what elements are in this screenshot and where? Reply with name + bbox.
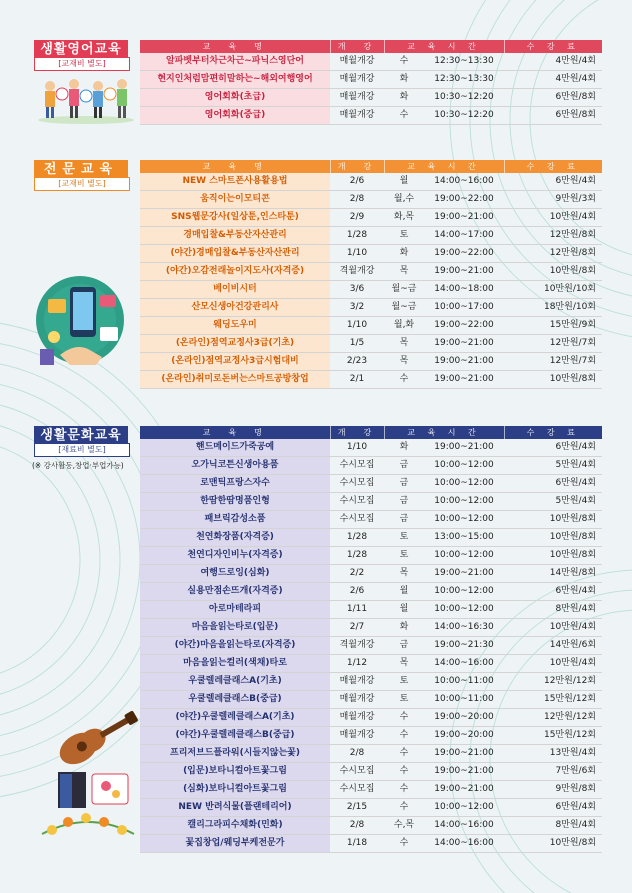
course-name: 움직이는이모티콘 — [140, 191, 330, 209]
fee: 10만원/8회 — [504, 547, 602, 565]
col-fee: 수 강 료 — [504, 40, 602, 53]
table-row — [140, 439, 602, 457]
course-name: (온라인)취미로돈버는스마트공방창업 — [140, 371, 330, 389]
time: 10:00~12:00 — [424, 583, 504, 601]
start-date: 매월개강 — [330, 673, 384, 691]
day: 수 — [384, 727, 424, 745]
day: 수,목 — [384, 817, 424, 835]
day: 토 — [384, 673, 424, 691]
col-course-name: 교 육 명 — [140, 426, 330, 439]
fee: 7만원/6회 — [504, 763, 602, 781]
day: 목 — [384, 263, 424, 281]
start-date: 수시모집 — [330, 457, 384, 475]
start-date: 수시모집 — [330, 493, 384, 511]
day: 토 — [384, 547, 424, 565]
time: 12:30~13:30 — [424, 53, 504, 71]
course-name: 여행드로잉(심화) — [140, 565, 330, 583]
time: 14:00~16:00 — [424, 173, 504, 191]
table-row — [140, 673, 602, 691]
fee: 12만원/12회 — [504, 709, 602, 727]
course-name: 오가닉코튼신생아용품 — [140, 457, 330, 475]
fee: 12만원/8회 — [504, 227, 602, 245]
day: 화 — [384, 245, 424, 263]
fee: 10만원/8회 — [504, 371, 602, 389]
course-name: (입문)보타니컬아트꽃그림 — [140, 763, 330, 781]
fee: 6만원/4회 — [504, 475, 602, 493]
table-row — [140, 511, 602, 529]
day: 토 — [384, 691, 424, 709]
course-name: (야간)경매입찰&부동산자산관리 — [140, 245, 330, 263]
time: 10:00~11:00 — [424, 673, 504, 691]
day: 수 — [384, 781, 424, 799]
section-title: 전문교육 — [34, 160, 128, 180]
time: 13:00~15:00 — [424, 529, 504, 547]
course-name: (야간)우쿨렐레클래스B(중급) — [140, 727, 330, 745]
section-title: 생활영어교육 — [34, 40, 128, 60]
start-date: 격월개강 — [330, 637, 384, 655]
course-name: 한땀한땀명품인형 — [140, 493, 330, 511]
table-row — [140, 817, 602, 835]
time: 10:00~12:00 — [424, 511, 504, 529]
course-name: 영어회화(초급) — [140, 89, 330, 107]
col-course-name: 교 육 명 — [140, 40, 330, 53]
day: 수 — [384, 709, 424, 727]
day: 금 — [384, 493, 424, 511]
fee: 10만원/10회 — [504, 281, 602, 299]
day: 화 — [384, 619, 424, 637]
fee: 6만원/4회 — [504, 799, 602, 817]
start-date: 매월개강 — [330, 89, 384, 107]
day: 목 — [384, 655, 424, 673]
section-subtitle: [교재비 별도] — [34, 177, 130, 191]
col-time: 교 육 시 간 — [384, 160, 504, 173]
time: 14:00~17:00 — [424, 227, 504, 245]
col-time: 교 육 시 간 — [384, 426, 504, 439]
fee: 12만원/7회 — [504, 335, 602, 353]
fee: 14만원/6회 — [504, 637, 602, 655]
time: 19:00~21:00 — [424, 209, 504, 227]
course-name: SNS웹문강사(일상툰,인스타툰) — [140, 209, 330, 227]
fee: 5만원/4회 — [504, 493, 602, 511]
course-name: 마음을읽는컬러(색채)타로 — [140, 655, 330, 673]
col-fee: 수 강 료 — [504, 160, 602, 173]
table-row — [140, 799, 602, 817]
fee: 9만원/3회 — [504, 191, 602, 209]
day: 화 — [384, 71, 424, 89]
time: 19:00~21:00 — [424, 371, 504, 389]
start-date: 1/12 — [330, 655, 384, 673]
fee: 12만원/12회 — [504, 673, 602, 691]
fee: 10만원/8회 — [504, 263, 602, 281]
col-time: 교 육 시 간 — [384, 40, 504, 53]
fee: 10만원/4회 — [504, 619, 602, 637]
table-row — [140, 619, 602, 637]
day: 월~금 — [384, 299, 424, 317]
course-name: 핸드메이드가죽공예 — [140, 439, 330, 457]
time: 19:00~21:30 — [424, 637, 504, 655]
course-name: 영어회화(중급) — [140, 107, 330, 125]
course-name: 꽃집창업/웨딩부케전문가 — [140, 835, 330, 853]
table-row — [140, 691, 602, 709]
time: 14:00~18:00 — [424, 281, 504, 299]
course-name: 경매입찰&부동산자산관리 — [140, 227, 330, 245]
day: 수 — [384, 745, 424, 763]
course-name: 아로마테라피 — [140, 601, 330, 619]
table-row — [140, 637, 602, 655]
course-name: 실용만점손뜨개(자격증) — [140, 583, 330, 601]
start-date: 수시모집 — [330, 475, 384, 493]
start-date: 격월개강 — [330, 263, 384, 281]
table-row — [140, 565, 602, 583]
course-name: 천연디자인비누(자격증) — [140, 547, 330, 565]
course-name: NEW 반려식물(플랜테리어) — [140, 799, 330, 817]
start-date: 2/8 — [330, 745, 384, 763]
day: 수 — [384, 53, 424, 71]
start-date: 1/11 — [330, 601, 384, 619]
time: 19:00~21:00 — [424, 565, 504, 583]
fee: 5만원/4회 — [504, 457, 602, 475]
table-row — [140, 781, 602, 799]
time: 14:00~16:30 — [424, 619, 504, 637]
course-name: 천연화장품(자격증) — [140, 529, 330, 547]
time: 10:00~12:00 — [424, 547, 504, 565]
course-name: (온라인)점역교정사3급(기초) — [140, 335, 330, 353]
course-name: 알파벳부터차근차근~파닉스영단어 — [140, 53, 330, 71]
time: 10:30~12:20 — [424, 89, 504, 107]
fee: 18만원/10회 — [504, 299, 602, 317]
section-subtitle: [재료비 별도] — [34, 443, 130, 457]
table-row — [140, 763, 602, 781]
fee: 15만원/12회 — [504, 727, 602, 745]
day: 금 — [384, 475, 424, 493]
table-row — [140, 655, 602, 673]
time: 10:30~12:20 — [424, 107, 504, 125]
start-date: 2/1 — [330, 371, 384, 389]
time: 19:00~21:00 — [424, 353, 504, 371]
start-date: 2/7 — [330, 619, 384, 637]
table-row — [140, 727, 602, 745]
section-subtitle: [교재비 별도] — [34, 57, 130, 71]
course-name: 우쿨렐레클래스A(기초) — [140, 673, 330, 691]
fee: 10만원/8회 — [504, 511, 602, 529]
table-row — [140, 493, 602, 511]
time: 14:00~16:00 — [424, 817, 504, 835]
time: 10:00~12:00 — [424, 475, 504, 493]
time: 19:00~21:00 — [424, 439, 504, 457]
fee: 10만원/8회 — [504, 835, 602, 853]
ukulele-illustration — [44, 700, 140, 772]
start-date: 매월개강 — [330, 709, 384, 727]
start-date: 1/10 — [330, 317, 384, 335]
fee: 6만원/4회 — [504, 173, 602, 191]
start-date: 수시모집 — [330, 781, 384, 799]
time: 10:00~12:00 — [424, 493, 504, 511]
course-name: 베이비시터 — [140, 281, 330, 299]
day: 화 — [384, 439, 424, 457]
start-date: 2/15 — [330, 799, 384, 817]
start-date: 매월개강 — [330, 691, 384, 709]
day: 월,화 — [384, 317, 424, 335]
flowers-illustration — [38, 808, 138, 842]
start-date: 매월개강 — [330, 53, 384, 71]
time: 12:30~13:30 — [424, 71, 504, 89]
fee: 6만원/8회 — [504, 89, 602, 107]
culture-table — [140, 426, 602, 853]
course-name: 캘리그라피수채화(민화) — [140, 817, 330, 835]
fee: 10만원/4회 — [504, 655, 602, 673]
start-date: 2/2 — [330, 565, 384, 583]
time: 10:00~12:00 — [424, 799, 504, 817]
course-name: 패브릭감성소품 — [140, 511, 330, 529]
day: 월 — [384, 173, 424, 191]
time: 19:00~21:00 — [424, 781, 504, 799]
start-date: 1/5 — [330, 335, 384, 353]
course-name: NEW 스마트폰사용활용법 — [140, 173, 330, 191]
fee: 12만원/7회 — [504, 353, 602, 371]
fee: 9만원/8회 — [504, 781, 602, 799]
start-date: 1/10 — [330, 439, 384, 457]
fee: 8만원/4회 — [504, 817, 602, 835]
course-name: 마음을읽는타로(입문) — [140, 619, 330, 637]
fee: 12만원/8회 — [504, 245, 602, 263]
table-row — [140, 745, 602, 763]
fee: 6만원/4회 — [504, 583, 602, 601]
table-row — [140, 547, 602, 565]
start-date: 매월개강 — [330, 727, 384, 745]
day: 목 — [384, 565, 424, 583]
table-row — [140, 835, 602, 853]
table-row — [140, 475, 602, 493]
course-name: 로맨틱프랑스자수 — [140, 475, 330, 493]
day: 목 — [384, 353, 424, 371]
course-name: 웨딩도우미 — [140, 317, 330, 335]
course-name: (야간)오감전래놀이지도사(자격증) — [140, 263, 330, 281]
fee: 8만원/4회 — [504, 601, 602, 619]
fee: 10만원/4회 — [504, 209, 602, 227]
table-row — [140, 529, 602, 547]
course-name: (심화)보타니컬아트꽃그림 — [140, 781, 330, 799]
fee: 4만원/4회 — [504, 53, 602, 71]
day: 수 — [384, 799, 424, 817]
fee: 6만원/8회 — [504, 107, 602, 125]
fee: 6만원/4회 — [504, 439, 602, 457]
course-name: 산모신생아건강관리사 — [140, 299, 330, 317]
time: 14:00~16:00 — [424, 655, 504, 673]
day: 수 — [384, 107, 424, 125]
col-fee: 수 강 료 — [504, 426, 602, 439]
day: 수 — [384, 835, 424, 853]
start-date: 1/18 — [330, 835, 384, 853]
start-date: 1/28 — [330, 547, 384, 565]
time: 19:00~20:00 — [424, 727, 504, 745]
course-name: (온라인)점역교정사3급시험대비 — [140, 353, 330, 371]
start-date: 2/9 — [330, 209, 384, 227]
start-date: 1/28 — [330, 529, 384, 547]
start-date: 매월개강 — [330, 71, 384, 89]
day: 월 — [384, 601, 424, 619]
fee: 13만원/4회 — [504, 745, 602, 763]
section-title: 생활문화교육 — [34, 426, 128, 446]
time: 19:00~21:00 — [424, 335, 504, 353]
day: 수 — [384, 763, 424, 781]
start-date: 2/6 — [330, 583, 384, 601]
section-note: (※ 강사활동,창업·부업가능) — [32, 461, 124, 470]
table-row — [140, 457, 602, 475]
clothes-illustration — [56, 770, 136, 812]
course-name: 현지인처럼맘편히말하는~해외여행영어 — [140, 71, 330, 89]
start-date: 수시모집 — [330, 763, 384, 781]
col-start: 개 강 — [330, 426, 384, 439]
day: 화,목 — [384, 209, 424, 227]
fee: 15만원/9회 — [504, 317, 602, 335]
time: 19:00~20:00 — [424, 709, 504, 727]
day: 월 — [384, 583, 424, 601]
day: 수 — [384, 371, 424, 389]
day: 토 — [384, 227, 424, 245]
fee: 15만원/12회 — [504, 691, 602, 709]
time: 10:00~11:00 — [424, 691, 504, 709]
table-row — [140, 601, 602, 619]
start-date: 2/8 — [330, 817, 384, 835]
col-start: 개 강 — [330, 160, 384, 173]
day: 금 — [384, 457, 424, 475]
day: 토 — [384, 529, 424, 547]
time: 19:00~22:00 — [424, 191, 504, 209]
col-start: 개 강 — [330, 40, 384, 53]
time: 19:00~22:00 — [424, 245, 504, 263]
start-date: 1/10 — [330, 245, 384, 263]
fee: 14만원/8회 — [504, 565, 602, 583]
time: 19:00~22:00 — [424, 317, 504, 335]
start-date: 수시모집 — [330, 511, 384, 529]
fee: 10만원/8회 — [504, 529, 602, 547]
day: 금 — [384, 637, 424, 655]
start-date: 1/28 — [330, 227, 384, 245]
course-name: (야간)우쿨렐레클래스A(기초) — [140, 709, 330, 727]
time: 19:00~21:00 — [424, 763, 504, 781]
fee: 4만원/4회 — [504, 71, 602, 89]
day: 월,수 — [384, 191, 424, 209]
start-date: 3/2 — [330, 299, 384, 317]
col-course-name: 교 육 명 — [140, 160, 330, 173]
time: 10:00~17:00 — [424, 299, 504, 317]
table-row — [140, 583, 602, 601]
day: 화 — [384, 89, 424, 107]
course-name: 프리저브드플라워(시들지않는꽃) — [140, 745, 330, 763]
time: 19:00~21:00 — [424, 745, 504, 763]
start-date: 2/23 — [330, 353, 384, 371]
start-date: 2/6 — [330, 173, 384, 191]
time: 10:00~12:00 — [424, 601, 504, 619]
time: 14:00~16:00 — [424, 835, 504, 853]
table-row — [140, 709, 602, 727]
course-name: (야간)마음을읽는타로(자격증) — [140, 637, 330, 655]
time: 10:00~12:00 — [424, 457, 504, 475]
start-date: 2/8 — [330, 191, 384, 209]
day: 목 — [384, 335, 424, 353]
time: 19:00~21:00 — [424, 263, 504, 281]
day: 금 — [384, 511, 424, 529]
start-date: 매월개강 — [330, 107, 384, 125]
course-name: 우쿨렐레클래스B(중급) — [140, 691, 330, 709]
start-date: 3/6 — [330, 281, 384, 299]
day: 월~금 — [384, 281, 424, 299]
